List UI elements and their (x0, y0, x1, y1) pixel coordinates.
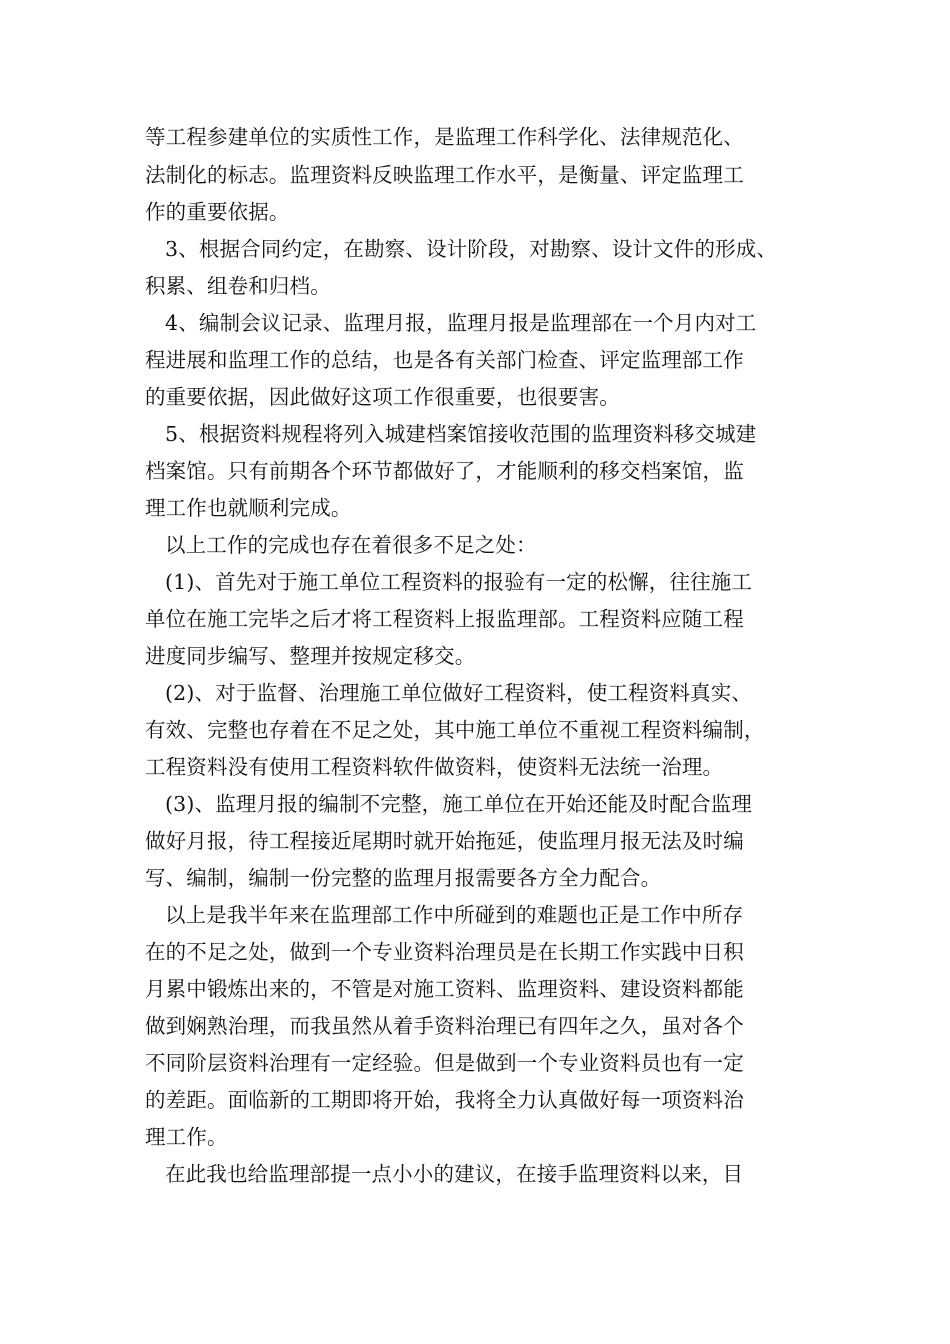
text-line: 积累、组卷和归档。 (145, 274, 331, 298)
text-line: 法制化的标志。监理资料反映监理工作水平，是衡量、评定监理工 (145, 163, 744, 187)
text-line: 单位在施工完毕之后才将工程资料上报监理部。工程资料应随工程 (145, 607, 744, 631)
text-line: 工程资料没有使用工程资料软件做资料，使资料无法统一治理。 (145, 755, 724, 779)
text-line: 以上工作的完成也存在着很多不足之处： (165, 533, 537, 557)
text-line: 写、编制，编制一份完整的监理月报需要各方全力配合。 (145, 866, 662, 890)
text-line: (2)、对于监督、治理施工单位做好工程资料，使工程资料真实、 (165, 681, 753, 705)
text-line: 以上是我半年来在监理部工作中所碰到的难题也正是工作中所存 (165, 903, 744, 927)
text-line: 月累中锻炼出来的，不管是对施工资料、监理资料、建设资料都能 (145, 977, 744, 1001)
text-line: (3)、监理月报的编制不完整，施工单位在开始还能及时配合监理 (165, 792, 753, 816)
text-line: 的重要依据，因此做好这项工作很重要，也很要害。 (145, 385, 620, 409)
text-line: 做到娴熟治理，而我虽然从着手资料治理已有四年之久，虽对各个 (145, 1014, 744, 1038)
text-line: 档案馆。只有前期各个环节都做好了，才能顺利的移交档案馆，监 (145, 459, 744, 483)
text-line: 作的重要依据。 (145, 200, 290, 224)
text-line: 在此我也给监理部提一点小小的建议，在接手监理资料以来，目 (165, 1162, 744, 1186)
text-line: 理工作。 (145, 1125, 228, 1149)
text-line: 程进展和监理工作的总结，也是各有关部门检查、评定监理部工作 (145, 348, 744, 372)
text-line: 等工程参建单位的实质性工作，是监理工作科学化、法律规范化、 (145, 125, 744, 149)
text-line: (1)、首先对于施工单位工程资料的报验有一定的松懈，往往施工 (165, 570, 753, 594)
text-line: 的差距。面临新的工期即将开始，我将全力认真做好每一项资料治 (145, 1088, 744, 1112)
text-line: 有效、完整也存着在不足之处，其中施工单位不重视工程资料编制， (145, 718, 765, 742)
text-line: 理工作也就顺利完成。 (145, 496, 352, 520)
text-line: 不同阶层资料治理有一定经验。但是做到一个专业资料员也有一定 (145, 1051, 744, 1075)
text-line: 进度同步编写、整理并按规定移交。 (145, 644, 476, 668)
text-line: 5、根据资料规程将列入城建档案馆接收范围的监理资料移交城建 (165, 422, 757, 446)
text-line: 在的不足之处，做到一个专业资料治理员是在长期工作实践中日积 (145, 940, 744, 964)
text-line: 4、编制会议记录、监理月报，监理月报是监理部在一个月内对工 (165, 311, 757, 335)
text-line: 3、根据合同约定，在勘察、设计阶段，对勘察、设计文件的形成、 (165, 237, 778, 261)
text-line: 做好月报，待工程接近尾期时就开始拖延，使监理月报无法及时编 (145, 829, 744, 853)
